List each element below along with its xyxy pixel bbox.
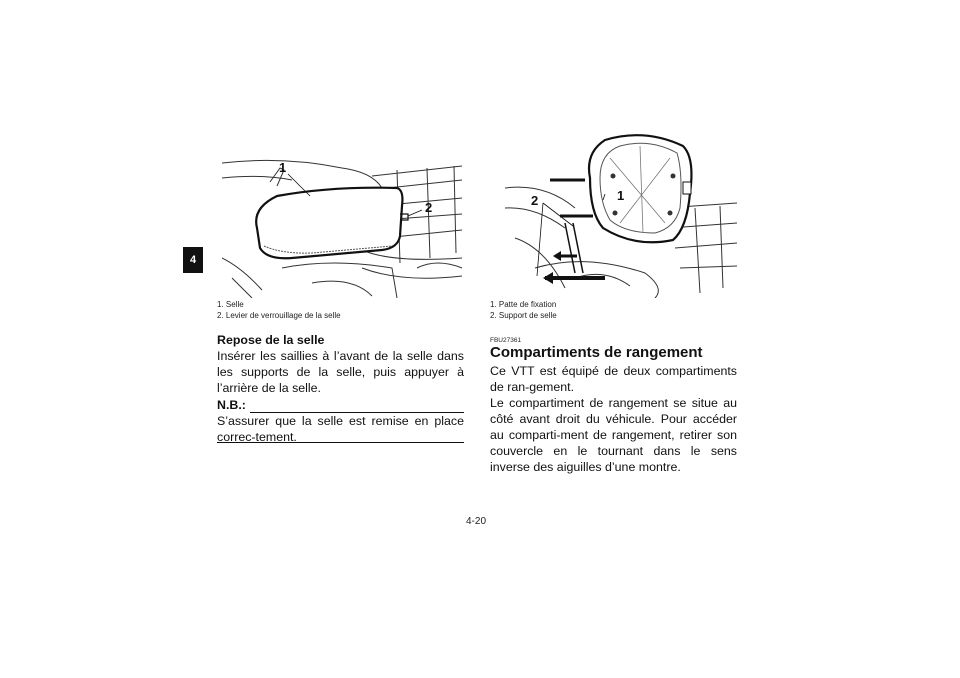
- chapter-number: 4: [189, 254, 197, 266]
- callout-2: 2: [425, 200, 433, 215]
- callout-1: 1: [279, 160, 287, 175]
- section-heading-seat: Repose de la selle: [217, 333, 325, 347]
- storage-paragraph-2: Le compartiment de rangement se situe au côté avant droit du véhicule. Pour accéder au comparti-ment de rangement, retirer son couvercle en le tournant dans le sens inverse des aiguilles d’une montre.: [490, 396, 737, 474]
- caption-item: 2. Support de selle: [490, 311, 557, 320]
- note-bottom-rule: [217, 442, 464, 443]
- section-title-storage: Compartiments de rangement: [490, 344, 703, 361]
- right-figure-captions: [490, 299, 557, 321]
- reference-code: FBU27361: [490, 337, 522, 344]
- storage-paragraph-1: Ce VTT est équipé de deux compartiments de ran-gement.: [490, 364, 737, 394]
- page-number: 4-20: [466, 516, 487, 527]
- seat-illustration: [222, 158, 467, 298]
- seat-underside-illustration: [505, 128, 737, 298]
- caption-item: 2. Levier de verrouillage de la selle: [217, 311, 341, 320]
- note-label: N.B.:: [217, 398, 246, 412]
- note-rule: [250, 402, 464, 413]
- chapter-tab: [183, 247, 203, 273]
- caption-item: 1. Patte de fixation: [490, 300, 557, 309]
- left-figure-captions: [217, 299, 341, 321]
- note-text: S’assurer que la selle est remise en place correc-tement.: [217, 414, 464, 444]
- seat-paragraph: Insérer les saillies à l’avant de la selle dans les supports de la selle, puis appuyer à l’arrière de la selle.: [217, 349, 464, 395]
- note-header: [217, 397, 464, 413]
- caption-item: 1. Selle: [217, 300, 244, 309]
- callout-1: 1: [617, 188, 625, 203]
- callout-2: 2: [531, 193, 539, 208]
